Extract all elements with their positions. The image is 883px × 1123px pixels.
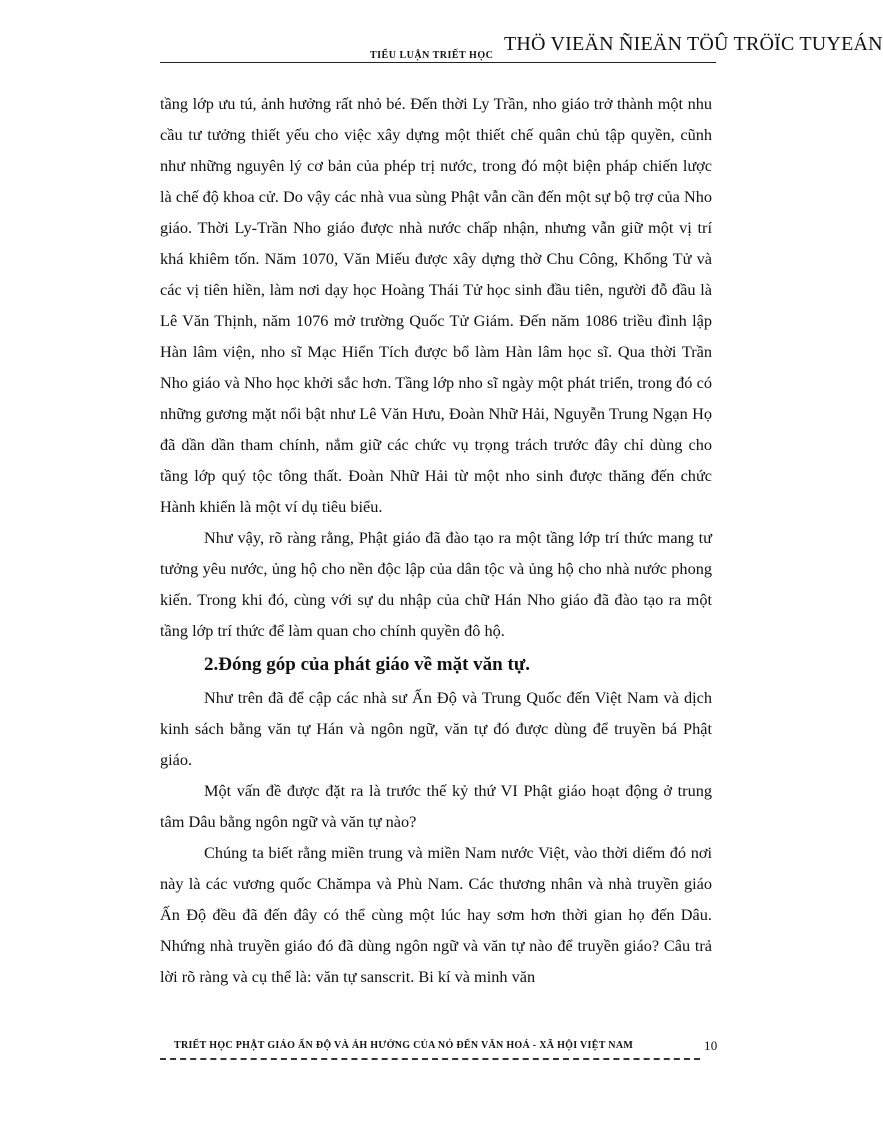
- paragraph-1: tầng lớp ưu tú, ảnh hưởng rất nhỏ bé. Đến thời Ly Trần, nho giáo trở thành một nhu cầu tư tưởng thiết yếu cho việc xây dựng một thiết chế quân chủ tập quyền, cũnh như những nguyên lý cơ bản của phép trị nước, trong đó một biện pháp chiến lược là chế độ khoa cử. Do vậy các nhà vua sùng Phật vẫn cần đến một sự bộ trợ của Nho giáo. Thời Ly-Trần Nho giáo được nhà nước chấp nhận, nhưng vẫn giữ một vị trí khá khiêm tốn. Năm 1070, Văn Miếu được xây dựng thờ Chu Công, Khổng Tử và các vị tiên hiền, làm nơi dạy học Hoàng Thái Tử học sinh đầu tiên, người đỗ đầu là Lê Văn Thịnh, năm 1076 mở trường Quốc Tử Giám. Đến năm 1086 triều đình lập Hàn lâm viện, nho sĩ Mạc Hiển Tích được bổ làm Hàn lâm học sĩ. Qua thời Trần Nho giáo và Nho học khởi sắc hơn. Tầng lớp nho sĩ ngày một phát triển, trong đó có những gương mặt nổi bật như Lê Văn Hưu, Đoàn Nhữ Hải, Nguyễn Trung Ngạn Họ đã dần dần tham chính, nắm giữ các chức vụ trọng trách trước đây chỉ dùng cho tầng lớp quý tộc tông thất. Đoàn Nhữ Hải từ một nho sinh được thăng đến chức Hành khiển là một ví dụ tiêu biểu.: [160, 94, 712, 516]
- footer-divider: [160, 1058, 700, 1060]
- paragraph-3: Như trên đã để cập các nhà sư Ấn Độ và Trung Quốc đến Việt Nam và dịch kinh sách bằng văn tự Hán và ngôn ngữ, văn tự đó được dùng để truyền bá Phật giáo.: [160, 688, 712, 769]
- document-body: [160, 88, 712, 992]
- paragraph-4: Một vấn đề được đặt ra là trước thế kỷ thứ VI Phật giáo hoạt động ở trung tâm Dâu bằng ngôn ngữ và văn tự nào?: [160, 781, 712, 831]
- header-divider: [160, 62, 716, 63]
- paragraph-2: Như vậy, rõ ràng rằng, Phật giáo đã đào tạo ra một tầng lớp trí thức mang tư tưởng yêu nước, ủng hộ cho nền độc lập của dân tộc và ủng hộ cho nhà nước phong kiến. Trong khi đó, cùng với sự du nhập của chữ Hán Nho giáo đã đào tạo ra một tầng lớp trí thức để làm quan cho chính quyền đô hộ.: [160, 528, 712, 640]
- running-header-left: TIỂU LUẬN TRIẾT HỌC: [370, 50, 494, 61]
- section-heading: 2.Đóng góp của phát giáo về mặt văn tự.: [204, 654, 530, 675]
- paragraph-5: Chúng ta biết rằng miền trung và miền Nam nước Việt, vào thời diểm đó nơi này là các vương quốc Chămpa và Phù Nam. Các thương nhân và nhà truyền giáo Ấn Độ đều đã đến đây có thể cùng một lúc hay sơm hơn thời gian họ đến Dâu. Nhứng nhà truyền giáo đó đã dùng ngôn ngữ và văn tự nào để truyền giáo? Câu trả lời rõ ràng và cụ thể là: văn tự sanscrit. Bi kí và minh văn: [160, 843, 712, 986]
- page-number: 10: [704, 1038, 718, 1053]
- footer-title: TRIẾT HỌC PHẬT GIÁO ẤN ĐỘ VÀ ẢH HƯỞNG CỦA NÓ ĐẾN VĂN HOÁ - XÃ HỘI VIỆT NAM: [174, 1040, 634, 1051]
- running-header-right: THÖ VIEÄN ÑIEÄN TÖÛ TRÖÏC TUYEÁN: [504, 33, 883, 55]
- running-footer: [174, 1038, 718, 1053]
